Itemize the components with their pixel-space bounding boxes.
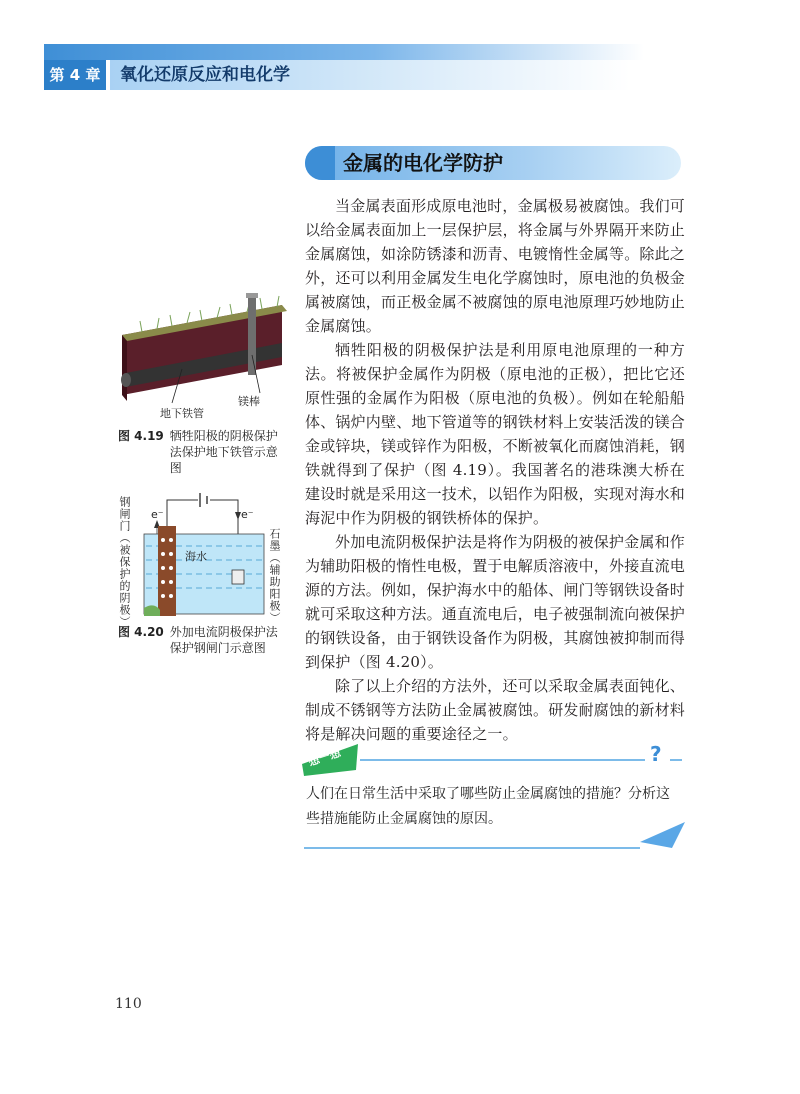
think-box xyxy=(300,740,685,850)
figure-4-19-caption xyxy=(118,428,282,476)
figure-4-19-caption-text: 牺牲阳极的阴极保护法保护地下铁管示意图 xyxy=(169,429,278,475)
question-mark-icon: ? xyxy=(650,742,662,766)
label-graphite: 石墨（辅助阳极） xyxy=(268,528,281,624)
paragraph-2: 牺牲阳极的阴极保护法是利用原电池原理的一种方法。将被保护金属作为阴极（原电池的正极），把比它还原性强的金属作为阳极（原电池的负极）。例如在轮船船体、锅炉内壁、地下管道等的钢铁材料上安装活泼的镁合金或锌块，镁或锌作为阳极，不断被氧化而腐蚀消耗，钢铁就得到了保护（图 4.19）。我国著名的港珠澳大桥在建设时就是采用这一技术，以铝作为阳极，实现对海水和海泥中作为阴极的钢铁桥体的保护。 xyxy=(305,341,686,527)
section-heading xyxy=(305,146,681,180)
label-electron-1: e⁻ xyxy=(151,508,164,521)
figure-4-19-number: 图 4.19 xyxy=(118,429,164,443)
paragraph-4: 除了以上介绍的方法外，还可以采取金属表面钝化、制成不锈钢等方法防止金属被腐蚀。研发耐腐蚀的新材料将是解决问题的重要途径之一。 xyxy=(305,677,686,743)
label-underground-pipe: 地下铁管 xyxy=(160,407,204,420)
think-question: 人们在日常生活中采取了哪些防止金属腐蚀的措施？分析这些措施能防止金属腐蚀的原因。 xyxy=(306,786,670,827)
label-seawater: 海水 xyxy=(185,550,207,563)
label-steel-gate: 钢闸门（被保护的阴极） xyxy=(118,496,131,628)
section-heading-tab xyxy=(305,146,335,180)
figure-4-19-illustration xyxy=(112,285,287,405)
label-mg-rod: 镁棒 xyxy=(238,395,260,408)
label-electron-2: e⁻ xyxy=(241,508,254,521)
section-title: 金属的电化学防护 xyxy=(343,151,503,175)
chapter-title: 氧化还原反应和电化学 xyxy=(110,60,630,90)
header-bar xyxy=(44,44,644,60)
chapter-label: 第 4 章 xyxy=(44,60,106,90)
body-text xyxy=(305,194,685,746)
think-badge: 想一想 xyxy=(306,746,343,769)
paragraph-3: 外加电流阴极保护法是将作为阴极的被保护金属和作为辅助阳极的惰性电极，置于电解质溶液中，外接直流电源的方法。例如，保护海水中的船体、闸门等钢铁设备时就可采取这种方法。通直流电后，电子被强制流向被保护的钢铁设备，由于钢铁设备作为阴极，其腐蚀被抑制而得到保护（图 4.20）。 xyxy=(305,533,686,671)
paragraph-1: 当金属表面形成原电池时，金属极易被腐蚀。我们可以给金属表面加上一层保护层，将金属与外界隔开来防止金属腐蚀，如涂防锈漆和沥青、电镀惰性金属等。除此之外，还可以利用金属发生电化学腐蚀时，原电池的负极金属被腐蚀，而正极金属不被腐蚀的原电池原理巧妙地防止金属腐蚀。 xyxy=(305,197,686,335)
figure-4-20-caption-text: 外加电流阴极保护法保护钢闸门示意图 xyxy=(169,625,278,655)
page-number: 110 xyxy=(115,996,142,1012)
figure-4-20-number: 图 4.20 xyxy=(118,625,164,639)
figure-4-20-caption xyxy=(118,624,282,656)
